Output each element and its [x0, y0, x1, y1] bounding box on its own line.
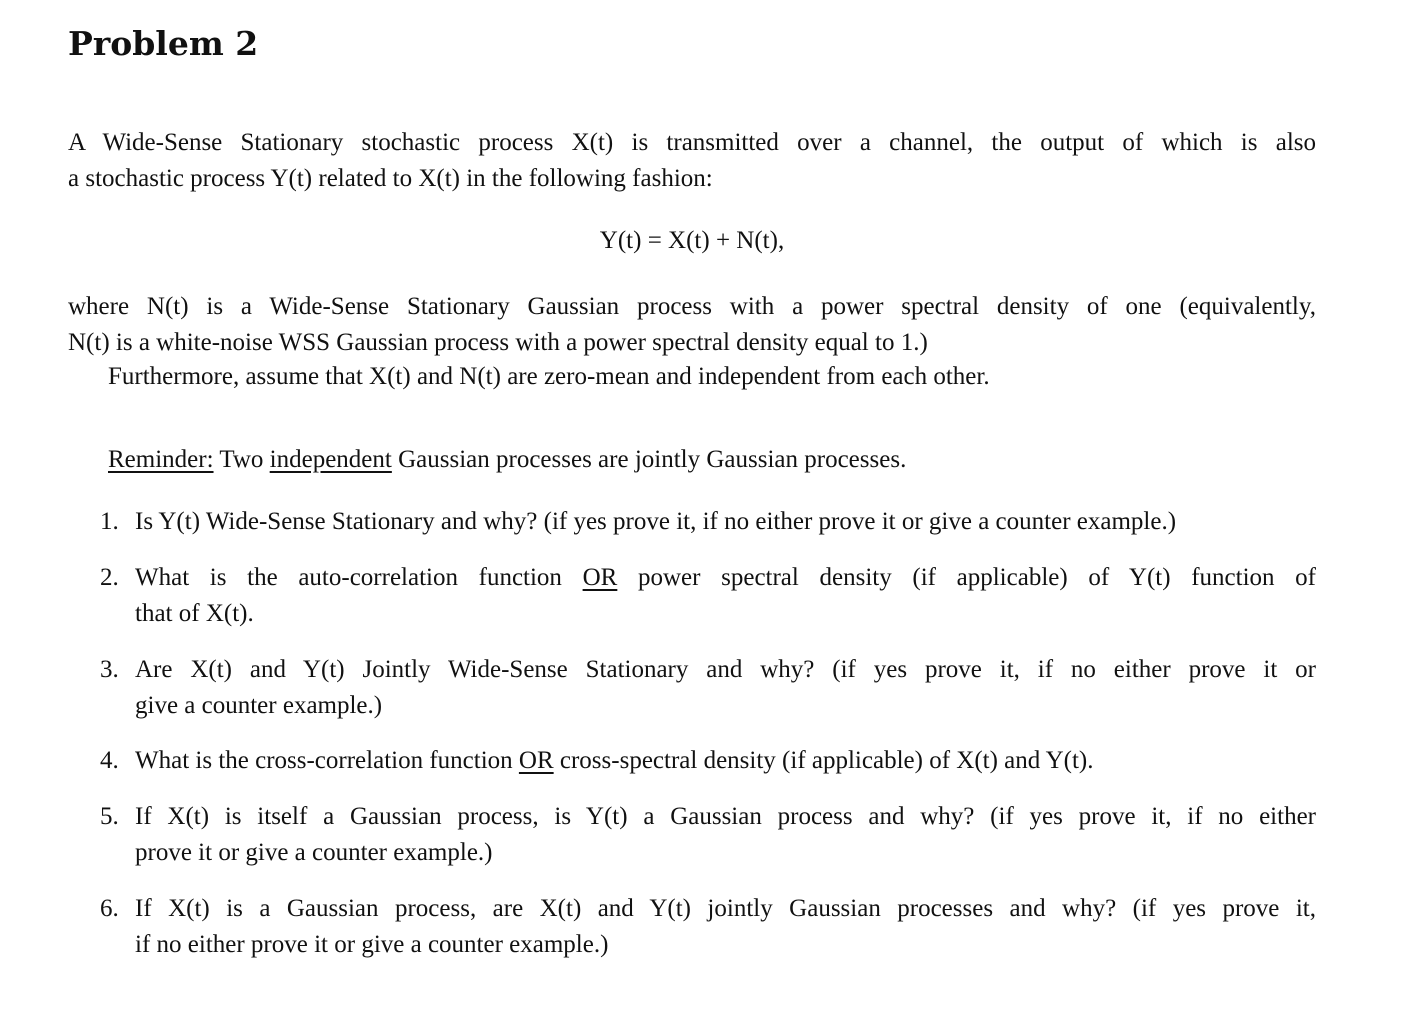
question-emphasis: OR	[518, 747, 554, 774]
question-item	[100, 504, 1316, 540]
question-text-continued: if no either prove it or give a counter example.)	[135, 930, 609, 958]
reminder-label: Reminder:	[108, 446, 214, 473]
question-text: Is Y(t) Wide-Sense Stationary and why? (if yes prove it, if no either prove it or give a counter example.)	[135, 508, 1177, 535]
question-text-continued: that of X(t).	[135, 599, 254, 627]
question-number: 3.	[100, 656, 119, 683]
question-text: If X(t) is itself a Gaussian process, is Y(t) a Gaussian process and why? (if yes prove it, if no either	[135, 803, 1316, 830]
question-item	[100, 799, 1316, 870]
question-text-after: cross-spectral density (if applicable) of X(t) and Y(t).	[553, 747, 1094, 774]
question-number: 5.	[100, 803, 119, 830]
question-text-continued: give a counter example.)	[135, 691, 383, 719]
reminder-text-before: Two	[213, 446, 270, 473]
channel-equation: Y(t) = X(t) + N(t),	[599, 227, 785, 254]
question-number: 4.	[100, 747, 119, 774]
reminder-note	[108, 442, 906, 478]
reminder-text-after: Gaussian processes are jointly Gaussian processes.	[391, 446, 907, 473]
intro-paragraph	[68, 125, 1316, 196]
question-text-continued: prove it or give a counter example.)	[135, 838, 493, 866]
noise-description	[68, 289, 1316, 360]
question-number: 1.	[100, 508, 119, 535]
question-text-after: power spectral density (if applicable) of Y(t) function of	[617, 564, 1316, 591]
question-emphasis: OR	[582, 564, 618, 591]
assumption-line: Furthermore, assume that X(t) and N(t) are zero-mean and independent from each other.	[108, 363, 990, 390]
question-number: 2.	[100, 564, 119, 591]
question-text-before: What is the cross-correlation function	[135, 747, 519, 774]
question-item	[100, 560, 1316, 631]
question-text: If X(t) is a Gaussian process, are X(t) and Y(t) jointly Gaussian processes and why? (if yes prove it,	[135, 895, 1316, 922]
question-item	[100, 743, 1316, 779]
question-text: Are X(t) and Y(t) Jointly Wide-Sense Stationary and why? (if yes prove it, if no either prove it or	[135, 656, 1316, 683]
question-item	[100, 891, 1316, 962]
noise-line-2: N(t) is a white-noise WSS Gaussian process with a power spectral density equal to 1.)	[68, 328, 928, 356]
problem-title: Problem 2	[68, 24, 259, 63]
noise-line-1: where N(t) is a Wide-Sense Stationary Gaussian process with a power spectral density of one (equivalently,	[68, 293, 1316, 320]
question-text	[135, 743, 1316, 779]
intro-line-1: A Wide-Sense Stationary stochastic process X(t) is transmitted over a channel, the output of which is also	[68, 129, 1316, 156]
reminder-emphasis: independent	[269, 446, 392, 473]
question-text-before: What is the auto-correlation function	[135, 564, 583, 591]
assumption-paragraph	[68, 359, 1316, 395]
question-item	[100, 652, 1316, 723]
intro-line-2: a stochastic process Y(t) related to X(t) in the following fashion:	[68, 164, 713, 192]
question-number: 6.	[100, 895, 119, 922]
question-text	[135, 560, 1316, 596]
